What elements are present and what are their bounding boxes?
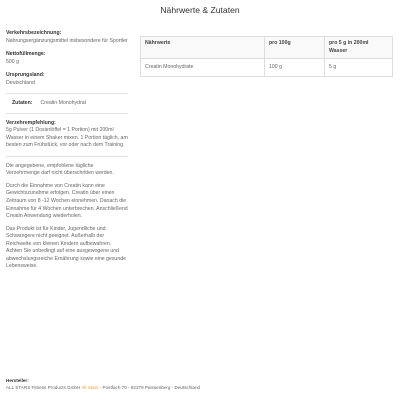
zutaten-label: Zutaten: [12, 100, 33, 107]
ursprungsland-label: Ursprungsland: [6, 72, 45, 79]
manufacturer-address: - Postfach 70 - 82378 Peissenberg - Deutschland [99, 384, 201, 390]
column-header-pro-100g: pro 100g [265, 37, 325, 59]
verkehrsbezeichnung-label: Verkehrsbezeichnung: [6, 30, 62, 36]
divider [6, 156, 128, 157]
nutrition-table [140, 36, 393, 77]
nettofuellmenge-value: 500 g [6, 58, 19, 65]
table-header-row [141, 37, 393, 59]
nutrition-table-container [140, 36, 393, 77]
nettofuellmenge-label: Nettofüllmenge: [6, 51, 46, 58]
ursprungsland-value: Deutschland [6, 79, 35, 86]
ursprungsland-block [6, 72, 128, 87]
table-cell-pro-5g: 5 g [325, 59, 393, 77]
verzehrempfehlung-label: Verzehrempfehlung: [6, 119, 56, 126]
warning-paragraph: Die angegebene, empfohlene tägliche Verzehrmenge darf nicht überschritten werden. [6, 162, 114, 177]
table-cell-pro-100g: 100 g [265, 59, 325, 77]
table-cell-name: Creatin Monohydrate [141, 59, 265, 77]
zutaten-value: Creatin Monohydrat [40, 100, 87, 107]
table-row [141, 59, 393, 77]
safety-paragraph: Das Produkt ist für Kinder, Jugendliche und Schwangere nicht geeignet. Außerhalb der Reichweite von kleinen Kindern aufbewahren. Achten Sie unbedingt auf eine ausgewogene und abwechslungsreiche Ernährung sowie eine gesunde Lebensweise. [6, 225, 126, 270]
brand-link[interactable]: All Stars [81, 384, 99, 390]
page-title: Nährwerte & Zutaten [160, 5, 240, 15]
verkehrsbezeichnung-block [6, 30, 128, 45]
weight-gain-paragraph: Durch die Einnahme von Creatin kann eine Gewichtszunahme erfolgen. Creatin über einen Zeitraum von 8 -12 Wochen einnehmen. Danach die Einnahme für 4 Wochen unterbrechen. Anschließend Creatin Anwendung wiederholen. [6, 182, 128, 220]
column-header-pro-5g: pro 5 g in 200ml Wasser [325, 37, 393, 59]
manufacturer-company: ALL STARS Fitness Products GmbH [6, 384, 81, 390]
verzehrempfehlung-value: 5g Pulver (1 Dosierlöffel = 1 Portion) mit 200ml Wasser in einem Shaker mixen. 1 Portion täglich, am besten zum Frühstück, vor oder nach dem Training. [6, 127, 128, 149]
divider [6, 113, 128, 114]
divider [6, 93, 128, 94]
verkehrsbezeichnung-value: Nahrungsergänzungsmittel insbesondere für Sportler [6, 37, 128, 44]
manufacturer-label: Hersteller: [6, 378, 29, 383]
column-header-naehrwerte: Nährwerte [141, 37, 265, 59]
product-info-column [6, 30, 128, 276]
zutaten-row [6, 100, 128, 108]
manufacturer-footer [6, 378, 396, 391]
verzehrempfehlung-block [6, 120, 128, 150]
nettofuellmenge-block [6, 51, 128, 66]
